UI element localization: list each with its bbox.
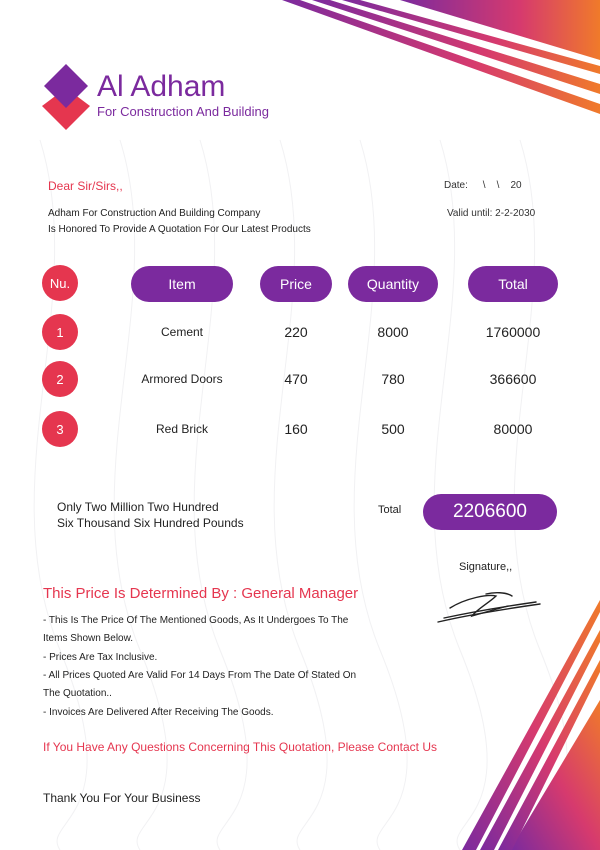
row-item: Armored Doors	[141, 372, 223, 386]
total-label: Total	[378, 504, 402, 516]
row-number: 1	[42, 314, 78, 350]
intro-line-1: Adham For Construction And Building Company	[48, 208, 261, 219]
intro-line-2: Is Honored To Provide A Quotation For Our Latest Products	[48, 224, 311, 235]
row-price: 160	[284, 421, 308, 437]
header-price: Price	[260, 266, 332, 302]
thank-you: Thank You For Your Business	[43, 791, 201, 805]
row-total: 80000	[493, 421, 533, 437]
row-number: 3	[42, 411, 78, 447]
header-item: Item	[131, 266, 233, 302]
contact-line: If You Have Any Questions Concerning This Quotation, Please Contact Us	[43, 740, 438, 754]
company-tagline: For Construction And Building	[97, 104, 269, 119]
row-quantity: 500	[381, 421, 405, 437]
amount-in-words-line-2: Six Thousand Six Hundred Pounds	[57, 516, 244, 530]
header-quantity: Quantity	[348, 266, 438, 302]
header-total: Total	[468, 266, 558, 302]
note-line: - Prices Are Tax Inclusive.	[43, 652, 158, 663]
note-line: - This Is The Price Of The Mentioned Goods, As It Undergoes To The	[43, 615, 349, 626]
header-number: Nu.	[42, 265, 78, 301]
row-item: Red Brick	[155, 422, 208, 436]
signature-mark-icon	[432, 586, 542, 626]
company-name: Al Adham	[97, 70, 226, 103]
signature-label: Signature,,	[459, 561, 513, 573]
row-item: Cement	[160, 325, 204, 339]
row-total: 1760000	[485, 324, 541, 340]
company-logo-icon	[40, 62, 92, 132]
row-price: 470	[284, 371, 308, 387]
date-field	[444, 180, 522, 191]
greeting: Dear Sir/Sirs,,	[48, 179, 123, 193]
price-determined-by: This Price Is Determined By : General Manager	[43, 585, 359, 602]
note-line: Items Shown Below.	[43, 633, 134, 644]
date-value: \ \ 20	[482, 180, 522, 191]
note-line: The Quotation..	[43, 688, 112, 699]
note-line: - Invoices Are Delivered After Receiving The Goods.	[43, 707, 274, 718]
date-label: Date:	[444, 180, 468, 191]
row-total: 366600	[489, 371, 537, 387]
amount-in-words-line-1: Only Two Million Two Hundred	[57, 500, 219, 514]
row-number: 2	[42, 361, 78, 397]
row-quantity: 780	[381, 371, 405, 387]
row-quantity: 8000	[377, 324, 409, 340]
note-line: - All Prices Quoted Are Valid For 14 Days From The Date Of Stated On	[43, 670, 357, 681]
row-price: 220	[284, 324, 308, 340]
valid-until: Valid until: 2-2-2030	[447, 208, 536, 219]
total-value: 2206600	[423, 494, 557, 530]
